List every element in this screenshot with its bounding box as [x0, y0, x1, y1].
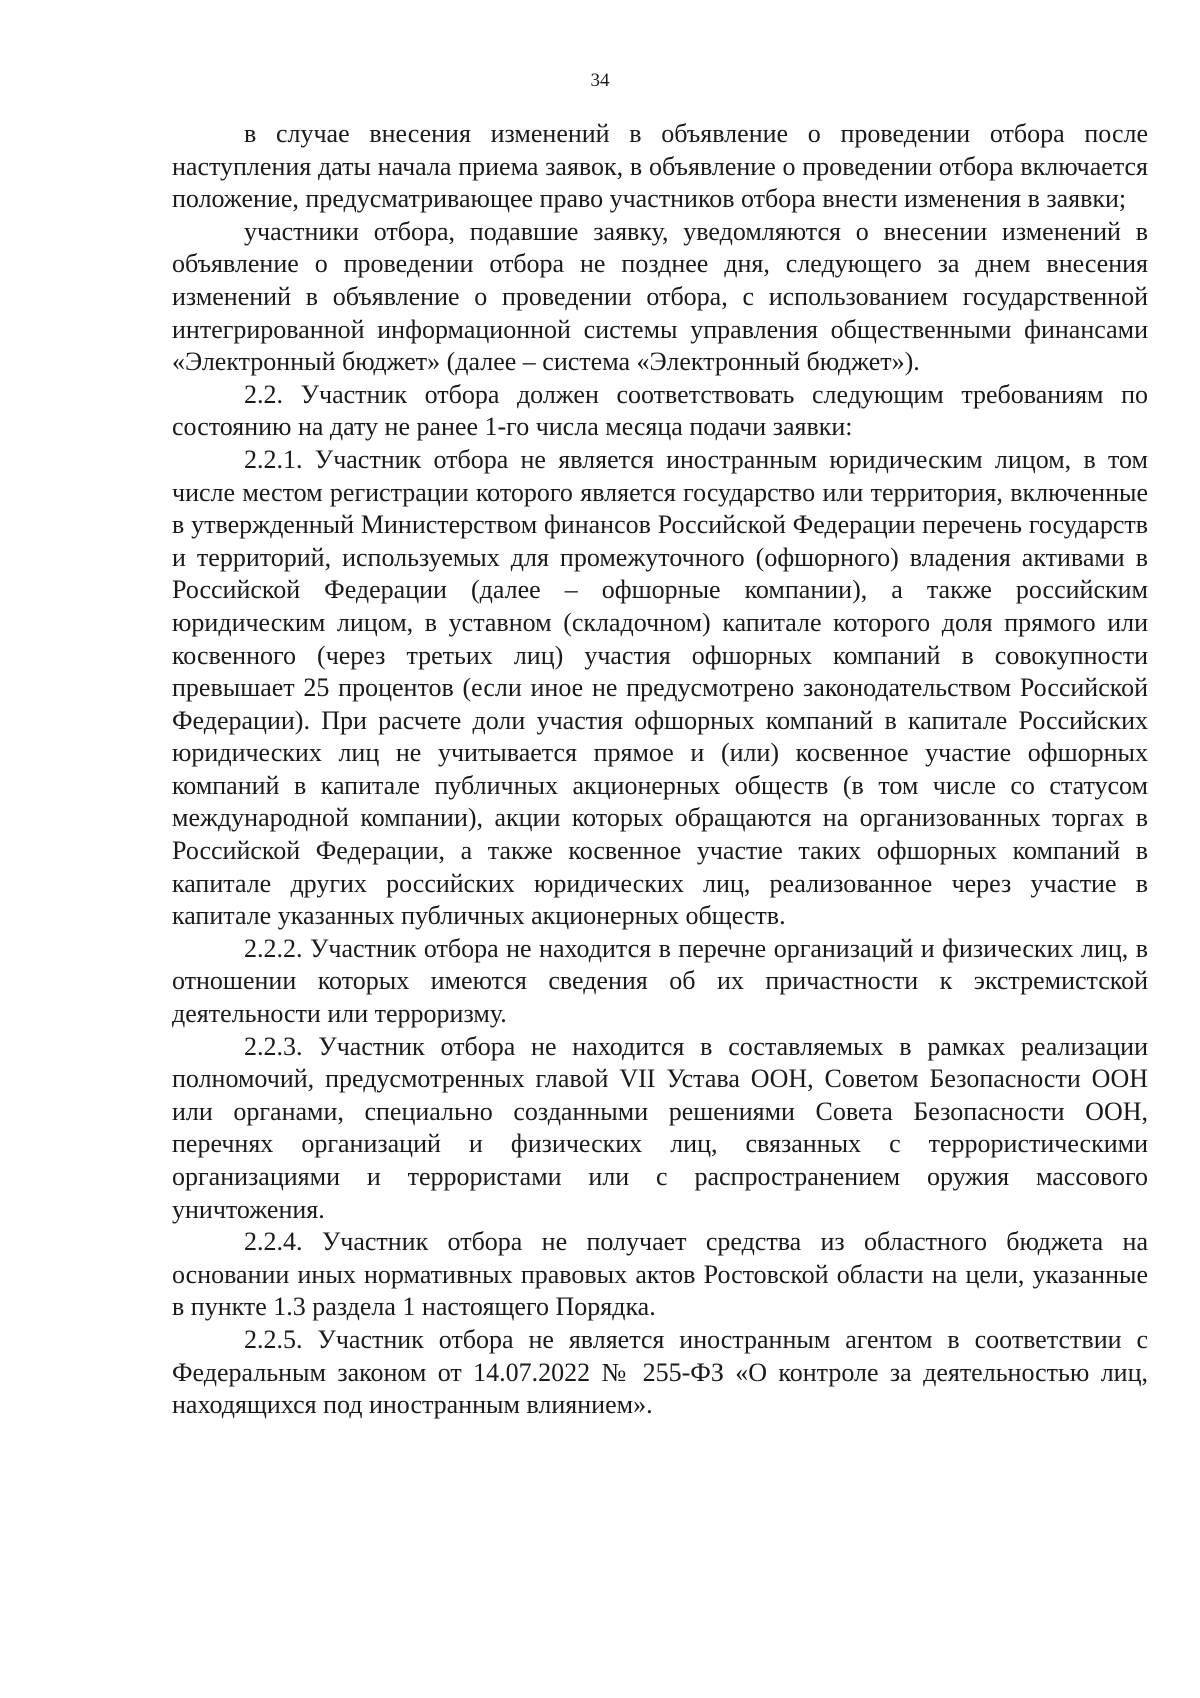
paragraph-2-2-1: 2.2.1. Участник отбора не является иностранным юридическим лицом, в том числе местом регистрации которого является государство или территория, включенные в утвержденный Министерством финансов Российской Федерации перечень государств и территорий, используемых для промежуточного (офшорного) владения активами в Российской Федерации (далее – офшорные компании), а также российским юридическим лицом, в уставном (складочном) капитале которого доля прямого или косвенного (через третьих лиц) участия офшорных компаний в совокупности превышает 25 процентов (если иное не предусмотрено законодательством Российской Федерации). При расчете доли участия офшорных компаний в капитале Российских юридических лиц не учитывается прямое и (или) косвенное участие офшорных компаний в капитале публичных акционерных обществ (в том числе со статусом международной компании), акции которых обращаются на организованных торгах в Российской Федерации, а также косвенное участие таких офшорных компаний в капитале других российских юридических лиц, реализованное через участие в капитале указанных публичных акционерных обществ.: [172, 444, 1148, 931]
paragraph-amendment-notice: в случае внесения изменений в объявление о проведении отбора после наступления даты начала приема заявок, в объявление о проведении отбора включается положение, предусматривающее право участников отбора внести изменения в заявки;: [172, 119, 1148, 214]
paragraph-participant-notification: участники отбора, подавшие заявку, уведомляются о внесении изменений в объявление о проведении отбора не позднее дня, следующего за днем внесения изменений в объявление о проведении отбора, с использованием государственной интегрированной информационной системы управления общественными финансами «Электронный бюджет» (далее – система «Электронный бюджет»).: [172, 216, 1148, 377]
page-number: 34: [590, 70, 610, 91]
paragraph-2-2-5: 2.2.5. Участник отбора не является иностранным агентом в соответствии с Федеральным законом от 14.07.2022 № 255-ФЗ «О контроле за деятельностью лиц, находящихся под иностранным влиянием».: [172, 1324, 1148, 1420]
paragraph-2-2-3: 2.2.3. Участник отбора не находится в составляемых в рамках реализации полномочий, предусмотренных главой VII Устава ООН, Советом Безопасности ООН или органами, специально созданными решениями Совета Безопасности ООН, перечнях организаций и физических лиц, связанных с террористическими организациями и террористами или с распространением оружия массового уничтожения.: [172, 1031, 1148, 1224]
paragraph-2-2-2: 2.2.2. Участник отбора не находится в перечне организаций и физических лиц, в отношении которых имеются сведения об их причастности к экстремистской деятельности или терроризму.: [172, 933, 1148, 1029]
paragraph-2-2: 2.2. Участник отбора должен соответствовать следующим требованиям по состоянию на дату не ранее 1-го числа месяца подачи заявки:: [172, 379, 1148, 442]
document-body: [172, 118, 1148, 1422]
paragraph-2-2-4: 2.2.4. Участник отбора не получает средства из областного бюджета на основании иных нормативных правовых актов Ростовской области на цели, указанные в пункте 1.3 раздела 1 настоящего Порядка.: [172, 1227, 1148, 1322]
